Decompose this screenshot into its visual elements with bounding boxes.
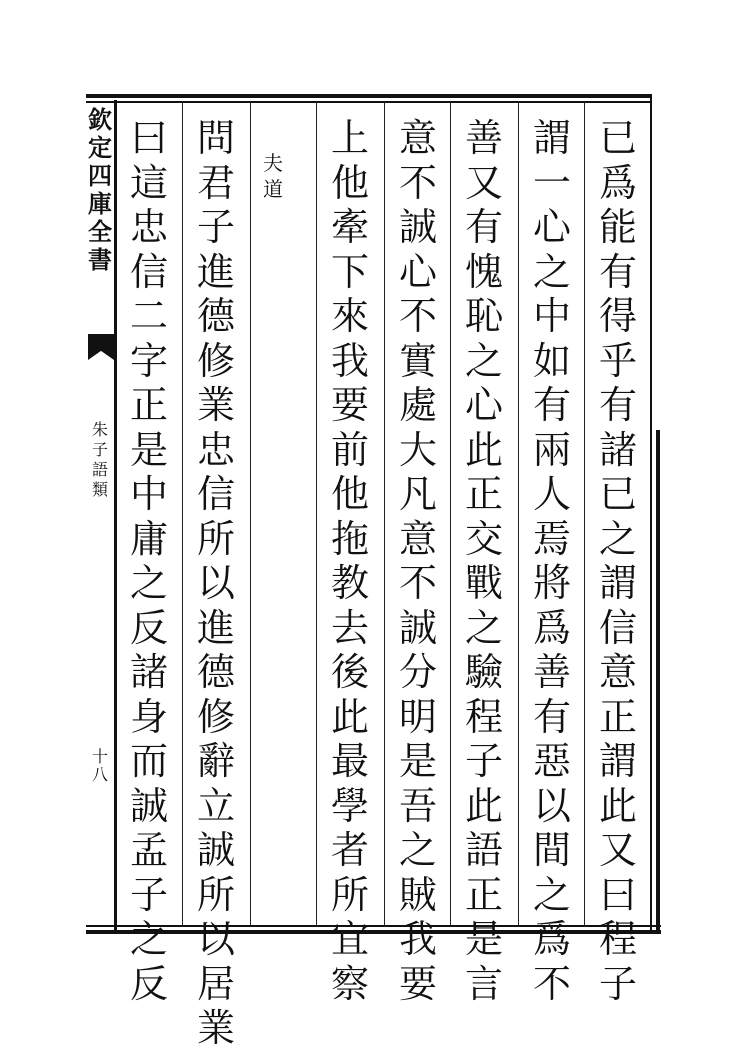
frame-right-outer-border	[656, 430, 660, 930]
glyph: 爲	[532, 917, 571, 961]
glyph: 他	[330, 160, 369, 205]
glyph: 定	[88, 133, 112, 162]
glyph: 曰	[598, 872, 637, 917]
glyph: 誠	[398, 205, 437, 249]
glyph: 有	[532, 694, 571, 739]
glyph: 八	[91, 765, 108, 784]
glyph: 爲	[598, 160, 637, 205]
glyph: 他	[330, 472, 369, 516]
glyph: 之	[598, 516, 637, 561]
glyph: 有	[598, 249, 637, 294]
glyph: 焉	[532, 516, 571, 561]
glyph: 朱	[91, 420, 108, 439]
glyph: 之	[129, 917, 168, 961]
glyph: 之	[398, 828, 437, 872]
glyph: 此	[464, 427, 503, 472]
glyph: 子	[196, 205, 235, 249]
glyph: 諸	[598, 427, 637, 472]
glyph: 誠	[196, 828, 235, 872]
glyph: 進	[196, 605, 235, 650]
glyph: 又	[464, 160, 503, 205]
glyph: 間	[532, 828, 571, 872]
glyph: 宜	[330, 917, 369, 961]
glyph: 所	[196, 516, 235, 561]
glyph: 處	[398, 383, 437, 427]
glyph: 所	[330, 872, 369, 917]
column-rule	[584, 102, 585, 925]
text-column-3	[452, 116, 516, 1006]
column-rule	[250, 102, 251, 925]
text-column-8	[117, 116, 181, 1006]
glyph: 能	[598, 205, 637, 249]
column-rule	[316, 102, 317, 925]
glyph: 以	[196, 561, 235, 605]
glyph: 中	[129, 472, 168, 516]
glyph: 之	[532, 872, 571, 917]
glyph: 後	[330, 650, 369, 694]
glyph: 最	[330, 739, 369, 783]
glyph: 庸	[129, 516, 168, 561]
glyph: 反	[129, 605, 168, 650]
glyph: 我	[330, 338, 369, 383]
glyph: 愧	[464, 249, 503, 294]
glyph: 信	[196, 472, 235, 516]
glyph: 我	[398, 917, 437, 961]
glyph: 一	[532, 160, 571, 205]
glyph: 得	[598, 294, 637, 338]
glyph: 子	[464, 739, 503, 783]
glyph: 正	[464, 472, 503, 516]
glyph: 業	[196, 383, 235, 427]
glyph: 全	[88, 217, 112, 246]
glyph: 程	[598, 917, 637, 961]
glyph: 善	[532, 650, 571, 694]
glyph: 以	[196, 917, 235, 961]
glyph: 心	[464, 383, 503, 427]
frame-right-border	[650, 96, 652, 930]
glyph: 曰	[129, 116, 168, 160]
text-column-1	[586, 116, 650, 1006]
glyph: 以	[532, 783, 571, 828]
glyph: 將	[532, 561, 571, 605]
glyph: 下	[330, 249, 369, 294]
glyph: 而	[129, 739, 168, 783]
glyph: 道	[263, 177, 283, 201]
glyph: 謂	[532, 116, 571, 160]
fishtail-mark-icon	[88, 334, 114, 360]
glyph: 是	[129, 427, 168, 472]
glyph: 正	[129, 383, 168, 427]
glyph: 分	[398, 650, 437, 694]
glyph: 交	[464, 516, 503, 561]
glyph: 乎	[598, 338, 637, 383]
glyph: 不	[398, 294, 437, 338]
glyph: 辭	[196, 739, 235, 783]
glyph: 實	[398, 338, 437, 383]
frame-top-inner-border	[86, 101, 652, 103]
glyph: 所	[196, 872, 235, 917]
glyph: 明	[398, 694, 437, 739]
glyph: 人	[532, 472, 571, 516]
glyph: 心	[398, 249, 437, 294]
glyph: 子	[91, 440, 108, 459]
text-column-2	[520, 116, 584, 1006]
glyph: 是	[398, 739, 437, 783]
text-column-4	[386, 116, 450, 1006]
glyph: 言	[464, 961, 503, 1006]
glyph: 意	[598, 650, 637, 694]
glyph: 有	[598, 383, 637, 427]
glyph: 之	[464, 338, 503, 383]
glyph: 心	[532, 205, 571, 249]
glyph: 驗	[464, 650, 503, 694]
glyph: 兩	[532, 427, 571, 472]
glyph: 不	[398, 561, 437, 605]
glyph: 去	[330, 605, 369, 650]
glyph: 子	[598, 961, 637, 1006]
glyph: 修	[196, 694, 235, 739]
glyph: 子	[129, 872, 168, 917]
column-rule	[450, 102, 451, 925]
glyph: 意	[398, 516, 437, 561]
glyph: 程	[464, 694, 503, 739]
glyph: 身	[129, 694, 168, 739]
glyph: 庫	[88, 189, 112, 218]
glyph: 者	[330, 828, 369, 872]
glyph: 戰	[464, 561, 503, 605]
text-column-6-note	[258, 150, 288, 202]
glyph: 已	[598, 116, 637, 160]
glyph: 書	[88, 245, 112, 274]
glyph: 信	[129, 249, 168, 294]
glyph: 語	[91, 460, 108, 479]
glyph: 問	[196, 116, 235, 160]
glyph: 恥	[464, 294, 503, 338]
glyph: 爲	[532, 605, 571, 650]
glyph: 立	[196, 783, 235, 828]
glyph: 要	[398, 961, 437, 1006]
glyph: 凡	[398, 472, 437, 516]
glyph: 語	[464, 828, 503, 872]
glyph: 大	[398, 427, 437, 472]
glyph: 字	[129, 338, 168, 383]
glyph: 意	[398, 116, 437, 160]
glyph: 此	[330, 694, 369, 739]
glyph: 牽	[330, 205, 369, 249]
glyph: 四	[88, 161, 112, 190]
glyph: 二	[129, 294, 168, 338]
glyph: 十	[91, 747, 108, 766]
glyph: 孟	[129, 828, 168, 872]
glyph: 居	[196, 961, 235, 1006]
glyph: 學	[330, 783, 369, 828]
glyph: 修	[196, 338, 235, 383]
glyph: 信	[598, 605, 637, 650]
column-rule	[182, 102, 183, 925]
glyph: 賊	[398, 872, 437, 917]
glyph: 有	[532, 383, 571, 427]
glyph: 誠	[398, 605, 437, 650]
glyph: 之	[464, 605, 503, 650]
glyph: 要	[330, 383, 369, 427]
glyph: 謂	[598, 561, 637, 605]
glyph: 中	[532, 294, 571, 338]
glyph: 拖	[330, 516, 369, 561]
glyph: 有	[464, 205, 503, 249]
page-gutter	[86, 98, 114, 930]
glyph: 前	[330, 427, 369, 472]
column-rule	[384, 102, 385, 925]
glyph: 已	[598, 472, 637, 516]
glyph: 業	[196, 1006, 235, 1050]
glyph: 教	[330, 561, 369, 605]
glyph: 吾	[398, 783, 437, 828]
glyph: 惡	[532, 739, 571, 783]
glyph: 反	[129, 961, 168, 1006]
section-title	[86, 420, 114, 500]
glyph: 之	[532, 249, 571, 294]
glyph: 謂	[598, 739, 637, 783]
glyph: 夫	[263, 151, 283, 175]
glyph: 這	[129, 160, 168, 205]
glyph: 之	[129, 561, 168, 605]
glyph: 忠	[196, 427, 235, 472]
glyph: 德	[196, 650, 235, 694]
glyph: 忠	[129, 205, 168, 249]
glyph: 來	[330, 294, 369, 338]
glyph: 進	[196, 249, 235, 294]
glyph: 德	[196, 294, 235, 338]
glyph: 又	[598, 828, 637, 872]
glyph: 諸	[129, 650, 168, 694]
page-number	[86, 748, 114, 784]
book-title	[86, 106, 114, 274]
glyph: 類	[91, 480, 108, 499]
glyph: 誠	[129, 783, 168, 828]
glyph: 如	[532, 338, 571, 383]
column-rule	[518, 102, 519, 925]
glyph: 此	[464, 783, 503, 828]
glyph: 是	[464, 917, 503, 961]
frame-top-border	[86, 94, 652, 98]
glyph: 不	[398, 160, 437, 205]
glyph: 君	[196, 160, 235, 205]
text-column-5	[318, 116, 382, 1006]
glyph: 正	[464, 872, 503, 917]
glyph: 此	[598, 783, 637, 828]
glyph: 不	[532, 961, 571, 1006]
glyph: 察	[330, 961, 369, 1006]
text-column-7	[184, 116, 248, 1051]
glyph: 正	[598, 694, 637, 739]
glyph: 欽	[88, 105, 112, 134]
glyph: 善	[464, 116, 503, 160]
glyph: 上	[330, 116, 369, 160]
